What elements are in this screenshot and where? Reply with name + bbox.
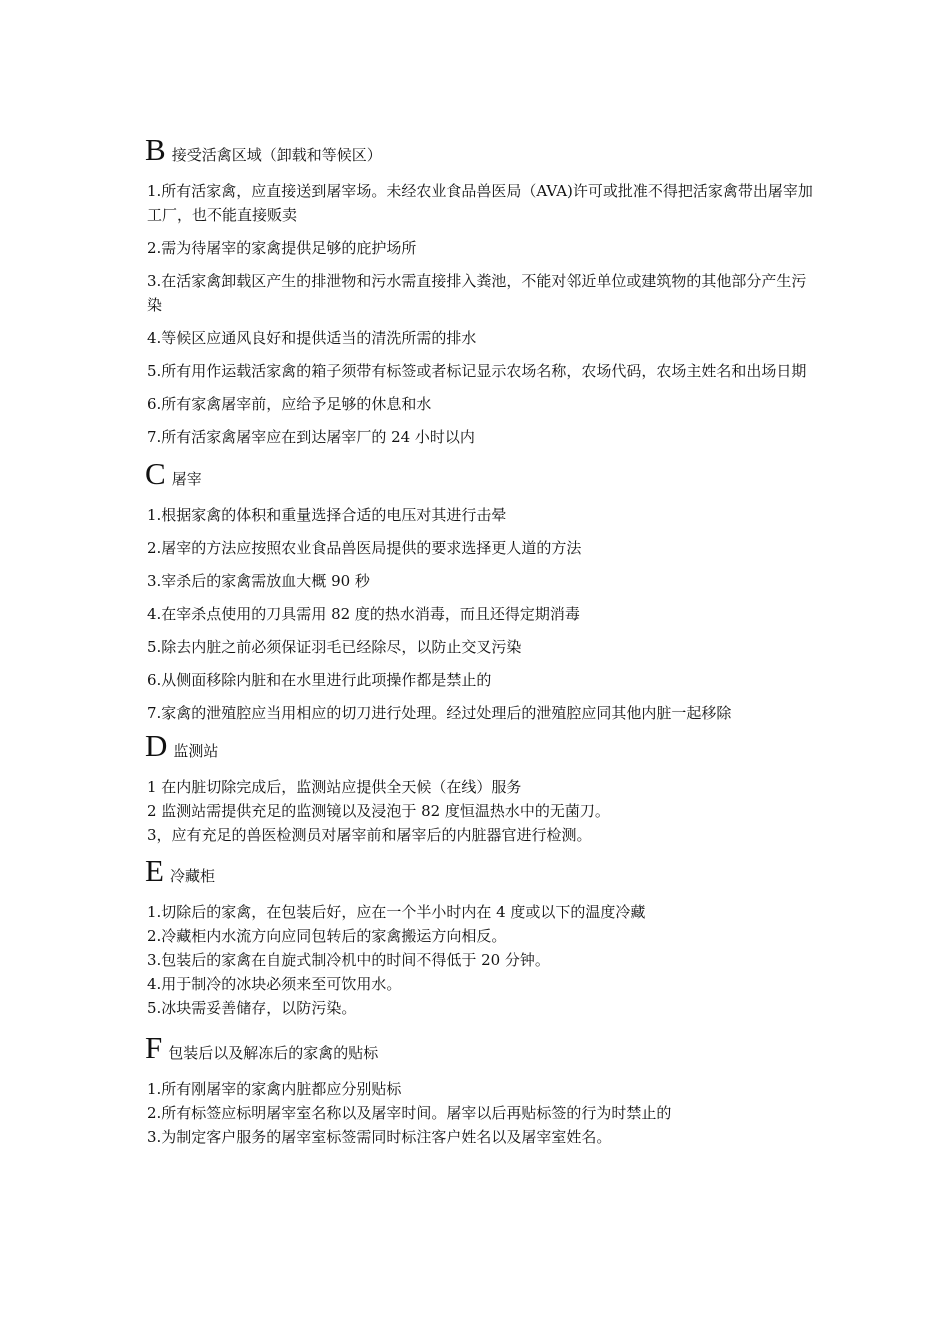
section-list bbox=[145, 1077, 815, 1149]
section-c bbox=[145, 458, 815, 725]
section-letter: D bbox=[145, 728, 168, 763]
list-item: 1.根据家禽的体积和重量选择合适的电压对其进行击晕 bbox=[147, 506, 507, 524]
list-item: 1.切除后的家禽，在包装后好，应在一个半小时内在 4 度或以下的温度冷藏 bbox=[147, 903, 646, 921]
section-b bbox=[145, 134, 815, 449]
list-item: 2.需为待屠宰的家禽提供足够的庇护场所 bbox=[147, 239, 417, 257]
section-d bbox=[145, 730, 815, 847]
list-item: 2.冷藏柜内水流方向应同包转后的家禽搬运方向相反。 bbox=[147, 927, 507, 945]
list-item: 3.在活家禽卸载区产生的排泄物和污水需直接排入粪池，不能对邻近单位或建筑物的其他部分产生污染 bbox=[147, 272, 807, 314]
section-e bbox=[145, 855, 815, 1020]
section-f bbox=[145, 1032, 815, 1149]
list-item: 5.所有用作运载活家禽的箱子须带有标签或者标记显示农场名称，农场代码，农场主姓名和出场日期 bbox=[147, 362, 807, 380]
section-title: 冷藏柜 bbox=[169, 867, 215, 885]
section-title: 监测站 bbox=[173, 742, 219, 760]
list-item: 1.所有活家禽，应直接送到屠宰场。未经农业食品兽医局（AVA)许可或批准不得把活家禽带出屠宰加工厂，也不能直接贩卖 bbox=[147, 182, 813, 224]
section-letter: F bbox=[145, 1030, 163, 1065]
section-list bbox=[145, 900, 815, 1020]
section-list bbox=[145, 503, 815, 725]
list-item: 2.屠宰的方法应按照农业食品兽医局提供的要求选择更人道的方法 bbox=[147, 539, 582, 557]
section-heading bbox=[145, 458, 815, 489]
list-item: 3.宰杀后的家禽需放血大概 90 秒 bbox=[147, 572, 370, 590]
section-title: 包装后以及解冻后的家禽的贴标 bbox=[168, 1044, 379, 1062]
section-letter: B bbox=[145, 132, 166, 167]
list-item: 2.所有标签应标明屠宰室名称以及屠宰时间。屠宰以后再贴标签的行为时禁止的 bbox=[147, 1104, 672, 1122]
section-title: 接受活禽区域（卸载和等候区） bbox=[171, 146, 382, 164]
list-item: 3.为制定客户服务的屠宰室标签需同时标注客户姓名以及屠宰室姓名。 bbox=[147, 1128, 612, 1146]
list-item: 3，应有充足的兽医检测员对屠宰前和屠宰后的内脏器官进行检测。 bbox=[147, 826, 592, 844]
list-item: 4.等候区应通风良好和提供适当的清洗所需的排水 bbox=[147, 329, 477, 347]
section-title: 屠宰 bbox=[171, 470, 202, 488]
list-item: 1.所有刚屠宰的家禽内脏都应分别贴标 bbox=[147, 1080, 402, 1098]
section-heading bbox=[145, 1032, 815, 1063]
section-list bbox=[145, 179, 815, 449]
list-item: 5.除去内脏之前必须保证羽毛已经除尽，以防止交叉污染 bbox=[147, 638, 522, 656]
section-list bbox=[145, 775, 815, 847]
list-item: 7.家禽的泄殖腔应当用相应的切刀进行处理。经过处理后的泄殖腔应同其他内脏一起移除 bbox=[147, 704, 732, 722]
list-item: 1 在内脏切除完成后，监测站应提供全天候（在线）服务 bbox=[147, 778, 522, 796]
section-heading bbox=[145, 730, 815, 761]
list-item: 3.包装后的家禽在自旋式制冷机中的时间不得低于 20 分钟。 bbox=[147, 951, 550, 969]
section-heading bbox=[145, 855, 815, 886]
section-letter: E bbox=[145, 853, 164, 888]
list-item: 4.用于制冷的冰块必须来至可饮用水。 bbox=[147, 975, 402, 993]
section-heading bbox=[145, 134, 815, 165]
list-item: 5.冰块需妥善储存，以防污染。 bbox=[147, 999, 357, 1017]
list-item: 2 监测站需提供充足的监测镜以及浸泡于 82 度恒温热水中的无菌刀。 bbox=[147, 802, 610, 820]
list-item: 7.所有活家禽屠宰应在到达屠宰厂的 24 小时以内 bbox=[147, 428, 475, 446]
list-item: 4.在宰杀点使用的刀具需用 82 度的热水消毒，而且还得定期消毒 bbox=[147, 605, 580, 623]
section-letter: C bbox=[145, 456, 166, 491]
list-item: 6.所有家禽屠宰前，应给予足够的休息和水 bbox=[147, 395, 432, 413]
list-item: 6.从侧面移除内脏和在水里进行此项操作都是禁止的 bbox=[147, 671, 492, 689]
document-page bbox=[145, 128, 815, 1149]
